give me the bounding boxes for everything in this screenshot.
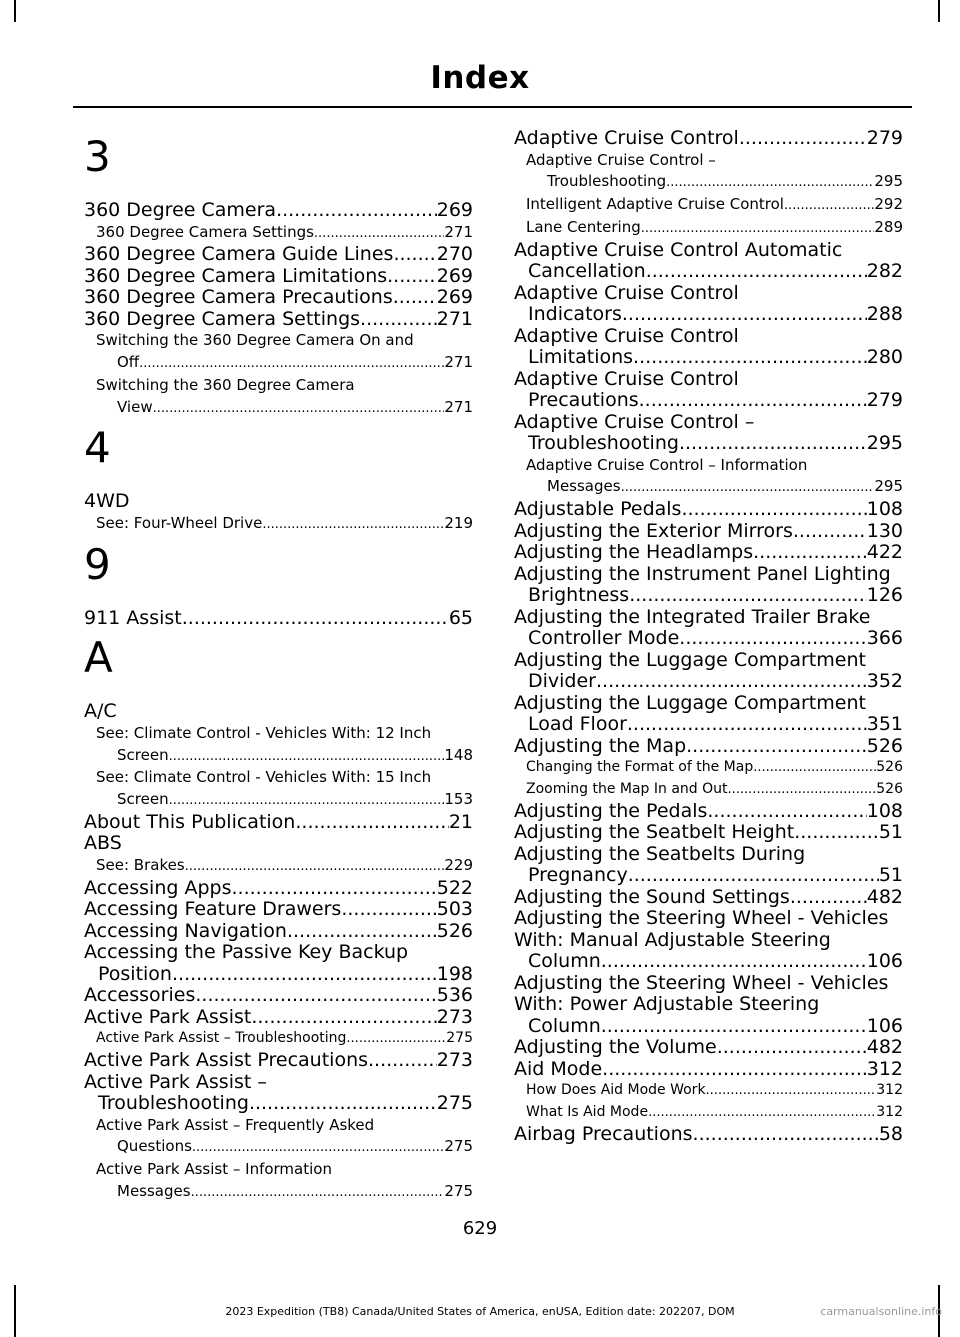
page-reference[interactable]: 108	[866, 799, 903, 822]
page-reference[interactable]: 106	[866, 950, 903, 973]
dot-leader	[341, 899, 436, 921]
entry-text: Screen	[117, 745, 169, 764]
dot-leader	[681, 499, 866, 521]
dot-leader	[393, 287, 437, 309]
entry-text: See: Four-Wheel Drive	[96, 513, 263, 532]
index-subentry[interactable]	[84, 855, 473, 878]
entry-text: Off	[117, 353, 140, 372]
page-title: Index	[430, 60, 530, 96]
dot-leader	[693, 1124, 879, 1146]
index-entry[interactable]	[514, 499, 903, 521]
index-subentry[interactable]	[84, 767, 473, 812]
index-entry[interactable]	[84, 1072, 473, 1115]
dot-leader	[639, 390, 867, 412]
index-entry[interactable]	[514, 822, 903, 844]
entry-text: What Is Aid Mode	[526, 1104, 649, 1121]
index-entry[interactable]	[514, 973, 903, 1038]
page-reference[interactable]: 108	[866, 498, 903, 521]
entry-text-line: Adaptive Cruise Control –	[526, 150, 716, 169]
dot-leader	[368, 1050, 437, 1072]
entry-text: Lane Centering	[526, 217, 641, 236]
entry-text: Active Park Assist – Troubleshooting	[96, 1030, 347, 1047]
page-reference[interactable]: 295	[874, 172, 903, 191]
page-reference[interactable]: 482	[866, 1036, 903, 1059]
page-reference[interactable]: 522	[436, 876, 473, 899]
index-entry[interactable]	[84, 899, 473, 921]
dot-leader	[794, 822, 879, 844]
entry-text: Precautions	[528, 389, 639, 412]
dot-leader	[251, 1007, 436, 1029]
index-subentry[interactable]	[84, 1115, 473, 1160]
page-reference[interactable]: 312	[866, 1057, 903, 1080]
index-entry[interactable]	[514, 1059, 903, 1081]
entry-text: View	[117, 397, 153, 416]
entry-text: About This Publication	[84, 810, 296, 833]
page-reference[interactable]: 269	[436, 264, 473, 287]
page-reference[interactable]: 275	[444, 1181, 473, 1200]
entry-text-line: Adaptive Cruise Control	[514, 281, 739, 304]
entry-text: Indicators	[528, 303, 622, 326]
dot-leader	[169, 789, 445, 812]
page-reference[interactable]: 526	[876, 781, 903, 798]
dot-leader	[360, 309, 437, 331]
page-reference[interactable]: 271	[444, 353, 473, 372]
index-entry[interactable]	[514, 283, 903, 326]
index-entry[interactable]	[84, 1007, 473, 1029]
dot-leader	[739, 128, 867, 150]
index-entry[interactable]	[84, 985, 473, 1007]
index-entry[interactable]	[84, 942, 473, 985]
page-reference[interactable]: 153	[444, 790, 473, 809]
entry-text-line: 4WD	[84, 490, 130, 513]
index-entry[interactable]	[514, 128, 903, 150]
dot-leader	[648, 1102, 876, 1124]
page-reference[interactable]: 51	[878, 864, 903, 887]
index-entry[interactable]	[514, 521, 903, 543]
entry-text: Screen	[117, 790, 169, 809]
page-reference[interactable]: 219	[444, 513, 473, 532]
index-entry[interactable]	[84, 608, 473, 630]
dot-leader	[287, 921, 437, 943]
page-reference[interactable]: 351	[866, 713, 903, 736]
index-entry[interactable]	[514, 908, 903, 973]
dot-leader	[172, 964, 437, 986]
entry-text-line: Adaptive Cruise Control Automatic	[514, 238, 843, 261]
dot-leader	[262, 513, 444, 536]
dot-leader	[628, 865, 879, 887]
index-subentry[interactable]	[84, 723, 473, 768]
index-subentry[interactable]	[514, 1102, 903, 1124]
index-subentry[interactable]	[514, 1080, 903, 1102]
index-entry[interactable]	[84, 921, 473, 943]
dot-leader	[249, 1093, 437, 1115]
index-entry[interactable]	[84, 701, 473, 723]
index-entry[interactable]	[514, 607, 903, 650]
entry-text-line: Adjusting the Steering Wheel - Vehicles	[514, 971, 889, 994]
page-reference[interactable]: 526	[436, 919, 473, 942]
dot-leader	[633, 347, 867, 369]
dot-leader	[295, 812, 448, 834]
entry-text: 911 Assist	[84, 606, 182, 629]
dot-leader	[793, 521, 867, 543]
dot-leader	[195, 985, 436, 1007]
dot-leader	[679, 433, 867, 455]
page-reference[interactable]: 536	[436, 984, 473, 1007]
page-number: 629	[462, 1218, 498, 1239]
entry-text: Zooming the Map In and Out	[526, 781, 728, 798]
dot-leader	[686, 736, 867, 758]
entry-text: Accessing Navigation	[84, 919, 287, 942]
index-entry[interactable]	[514, 801, 903, 823]
entry-text: Messages	[117, 1181, 191, 1200]
entry-text: Adjusting the Headlamps	[514, 541, 754, 564]
edition-line	[0, 1305, 960, 1318]
entry-text: Adjusting the Exterior Mirrors	[514, 519, 793, 542]
entry-text: Messages	[547, 477, 621, 496]
entry-text: Questions	[117, 1137, 192, 1156]
page-reference[interactable]: 288	[866, 303, 903, 326]
dot-leader	[728, 779, 877, 801]
dot-leader	[646, 261, 867, 283]
entry-text: Airbag Precautions	[514, 1122, 693, 1145]
entry-text: 360 Degree Camera	[84, 199, 277, 221]
dot-leader	[621, 476, 875, 499]
dot-leader	[139, 352, 444, 375]
entry-text: Divider	[528, 670, 596, 693]
entry-text-line: With: Manual Adjustable Steering	[514, 928, 831, 951]
dot-leader	[346, 1028, 446, 1050]
section-heading: 9	[84, 539, 111, 589]
entry-text: Adjusting the Volume	[514, 1036, 717, 1059]
entry-text: Adaptive Cruise Control	[514, 127, 739, 149]
entry-text-line: Adaptive Cruise Control –	[514, 410, 755, 433]
page-reference[interactable]: 279	[866, 127, 903, 149]
entry-text-line: Accessing the Passive Key Backup	[84, 941, 409, 964]
dot-leader	[601, 951, 867, 973]
index-entry[interactable]	[514, 564, 903, 607]
page-reference[interactable]: 482	[866, 885, 903, 908]
index-subentry[interactable]	[84, 1159, 473, 1204]
dot-leader	[627, 714, 867, 736]
crop-mark-top-left	[14, 0, 16, 22]
section-heading: 3	[84, 132, 111, 181]
index-subentry[interactable]	[84, 375, 473, 420]
entry-text: See: Brakes	[96, 855, 185, 874]
page-reference[interactable]: 503	[436, 898, 473, 921]
entry-text: Cancellation	[528, 260, 646, 283]
page-reference[interactable]: 366	[866, 627, 903, 650]
index-entry[interactable]	[84, 287, 473, 309]
dot-leader	[641, 217, 875, 240]
index-entry[interactable]	[84, 309, 473, 331]
page-reference[interactable]: 271	[444, 397, 473, 416]
dot-leader	[169, 745, 445, 768]
entry-text-line: Adjusting the Seatbelts During	[514, 842, 806, 865]
dot-leader	[753, 757, 876, 779]
entry-text-line: Active Park Assist –	[84, 1070, 267, 1093]
entry-text: Column	[528, 1014, 601, 1037]
index-entry[interactable]	[84, 878, 473, 900]
page-reference[interactable]: 229	[444, 855, 473, 874]
entry-text: Adjusting the Map	[514, 734, 687, 757]
dot-leader	[276, 200, 437, 222]
entry-text: How Does Aid Mode Work	[526, 1082, 706, 1099]
entry-text-line: Switching the 360 Degree Camera	[96, 375, 355, 394]
page-reference[interactable]: 21	[448, 810, 473, 833]
entry-text: Column	[528, 950, 601, 973]
page-reference[interactable]: 271	[436, 307, 473, 330]
dot-leader	[182, 608, 449, 630]
dot-leader	[790, 887, 867, 909]
header-divider	[73, 106, 912, 108]
entry-text: Adjusting the Seatbelt Height	[514, 821, 795, 844]
entry-text-line: Switching the 360 Degree Camera On and	[96, 331, 414, 350]
index-entry[interactable]	[84, 1050, 473, 1072]
page-reference[interactable]: 273	[436, 1005, 473, 1028]
entry-text-line: Active Park Assist – Information	[96, 1160, 332, 1179]
entry-text: Accessing Feature Drawers	[84, 898, 342, 921]
dot-leader	[706, 1080, 877, 1102]
dot-leader	[191, 1181, 445, 1204]
page-reference[interactable]: 130	[866, 519, 903, 542]
dot-leader	[387, 266, 437, 288]
index-entry[interactable]	[514, 736, 903, 758]
index-entry[interactable]	[84, 244, 473, 266]
page-reference[interactable]: 126	[866, 584, 903, 607]
page-reference[interactable]: 422	[866, 541, 903, 564]
entry-text: Load Floor	[528, 713, 627, 736]
entry-text: 360 Degree Camera Limitations	[84, 264, 388, 287]
index-subentry[interactable]	[84, 222, 473, 245]
index-entry[interactable]	[84, 833, 473, 855]
entry-text-line: Adjusting the Luggage Compartment	[514, 691, 866, 714]
dot-leader	[717, 1037, 867, 1059]
page-reference[interactable]: 526	[876, 759, 903, 776]
entry-text: Accessing Apps	[84, 876, 232, 899]
entry-text: Controller Mode	[528, 627, 680, 650]
dot-leader	[153, 397, 445, 420]
index-entry[interactable]	[514, 369, 903, 412]
entry-text: Troubleshooting	[547, 172, 667, 191]
index-entry[interactable]	[514, 1124, 903, 1146]
page-reference[interactable]: 273	[436, 1049, 473, 1072]
page-reference[interactable]: 270	[436, 243, 473, 266]
entry-text-line: Adaptive Cruise Control – Information	[526, 455, 808, 474]
page-reference[interactable]: 269	[436, 286, 473, 309]
entry-text: Adjusting the Sound Settings	[514, 885, 790, 908]
index-entry[interactable]	[84, 266, 473, 288]
page-reference[interactable]: 312	[876, 1104, 903, 1121]
page-reference[interactable]: 279	[866, 389, 903, 412]
entry-text-line: See: Climate Control - Vehicles With: 15 Inch	[96, 768, 432, 787]
index-entry[interactable]	[514, 887, 903, 909]
page-reference[interactable]: 526	[866, 734, 903, 757]
index-column-left	[84, 128, 473, 1204]
index-subentry[interactable]	[514, 779, 903, 801]
page-reference[interactable]: 280	[866, 346, 903, 369]
entry-text: 360 Degree Camera Precautions	[84, 286, 393, 309]
dot-leader	[679, 628, 866, 650]
dot-leader	[602, 1059, 867, 1081]
entry-text: Active Park Assist	[84, 1005, 252, 1028]
page-reference[interactable]: 269	[436, 199, 473, 221]
index-column-right	[514, 128, 903, 1145]
page-reference[interactable]: 271	[444, 222, 473, 241]
entry-text: 360 Degree Camera Settings	[84, 307, 361, 330]
index-subentry[interactable]	[514, 455, 903, 500]
page-reference[interactable]: 295	[874, 477, 903, 496]
entry-text-line: Adjusting the Steering Wheel - Vehicles	[514, 907, 889, 930]
index-subentry[interactable]	[84, 330, 473, 375]
entry-text-line: With: Power Adjustable Steering	[514, 993, 820, 1016]
dot-leader	[185, 855, 445, 878]
dot-leader	[192, 1136, 444, 1159]
dot-leader	[314, 222, 444, 245]
page-reference[interactable]: 198	[436, 962, 473, 985]
entry-text-line: Adaptive Cruise Control	[514, 324, 739, 347]
page-reference[interactable]: 106	[866, 1014, 903, 1037]
index-entry[interactable]	[514, 240, 903, 283]
index-subentry[interactable]	[514, 217, 903, 240]
entry-text: Changing the Format of the Map	[526, 759, 754, 776]
index-entry[interactable]	[514, 844, 903, 887]
section-heading: A	[84, 633, 113, 683]
dot-leader	[629, 585, 867, 607]
index-entry[interactable]	[84, 812, 473, 834]
index-entry[interactable]	[84, 491, 473, 513]
index-entry[interactable]	[514, 650, 903, 693]
entry-text: Intelligent Adaptive Cruise Control	[526, 195, 784, 214]
entry-text-line: See: Climate Control - Vehicles With: 12 Inch	[96, 723, 432, 742]
entry-text: 360 Degree Camera Guide Lines	[84, 243, 394, 266]
page-reference[interactable]: 275	[444, 1137, 473, 1156]
page-reference[interactable]: 275	[446, 1030, 473, 1047]
entry-text-line: Adjusting the Instrument Panel Lighting	[514, 562, 891, 585]
page-reference[interactable]: 51	[878, 821, 903, 844]
page-reference[interactable]: 275	[436, 1092, 473, 1115]
page-reference[interactable]: 282	[866, 260, 903, 283]
index-subentry[interactable]	[84, 1028, 473, 1050]
entry-text: Limitations	[528, 346, 634, 369]
index-entry[interactable]	[514, 693, 903, 736]
page-reference[interactable]: 289	[874, 217, 903, 236]
section-heading: 4	[84, 423, 111, 473]
index-subentry[interactable]	[514, 194, 903, 217]
index-entry[interactable]	[514, 412, 903, 455]
entry-text-line: Adjusting the Luggage Compartment	[514, 648, 866, 671]
edition-text: 2023 Expedition (TB8) Canada/United States of America, enUSA, Edition date: 202207, DOM	[225, 1305, 735, 1318]
entry-text: 360 Degree Camera Settings	[96, 222, 314, 241]
entry-text: Active Park Assist Precautions	[84, 1049, 369, 1072]
index-entry[interactable]	[514, 1037, 903, 1059]
page-reference[interactable]: 312	[876, 1082, 903, 1099]
entry-text: Pregnancy	[528, 864, 628, 887]
index-subentry[interactable]	[514, 757, 903, 779]
dot-leader	[753, 542, 867, 564]
entry-text: Position	[98, 962, 172, 985]
entry-text: Adjusting the Pedals	[514, 799, 708, 822]
dot-leader	[393, 244, 436, 266]
entry-text: Troubleshooting	[528, 432, 679, 455]
entry-text-line: Active Park Assist – Frequently Asked	[96, 1115, 375, 1134]
page-reference[interactable]: 65	[448, 606, 473, 629]
watermark: carmanualsonline.info	[820, 1305, 942, 1318]
index-entry[interactable]	[514, 542, 903, 564]
page-reference[interactable]: 352	[866, 670, 903, 693]
dot-leader	[231, 878, 436, 900]
page-reference[interactable]: 292	[874, 195, 903, 214]
entry-text: Accessories	[84, 984, 196, 1007]
dot-leader	[622, 304, 867, 326]
entry-text: Aid Mode	[514, 1057, 603, 1080]
dot-leader	[596, 671, 867, 693]
page-reference[interactable]: 58	[878, 1122, 903, 1145]
entry-text: Adjustable Pedals	[514, 498, 682, 521]
crop-mark-top-right	[938, 0, 940, 22]
entry-text: Brightness	[528, 584, 630, 607]
entry-text: Troubleshooting	[98, 1092, 249, 1115]
index-subentry[interactable]	[84, 513, 473, 536]
index-subentry[interactable]	[514, 150, 903, 195]
page-reference[interactable]: 148	[444, 745, 473, 764]
entry-text-line: Adaptive Cruise Control	[514, 367, 739, 390]
entry-text-line: ABS	[84, 832, 122, 855]
dot-leader	[601, 1016, 867, 1038]
index-entry[interactable]	[84, 200, 473, 222]
page-reference[interactable]: 295	[866, 432, 903, 455]
dot-leader	[784, 194, 874, 217]
entry-text-line: A/C	[84, 700, 117, 723]
index-entry[interactable]	[514, 326, 903, 369]
dot-leader	[707, 801, 866, 823]
entry-text-line: Adjusting the Integrated Trailer Brake	[514, 605, 871, 628]
dot-leader	[666, 171, 874, 194]
